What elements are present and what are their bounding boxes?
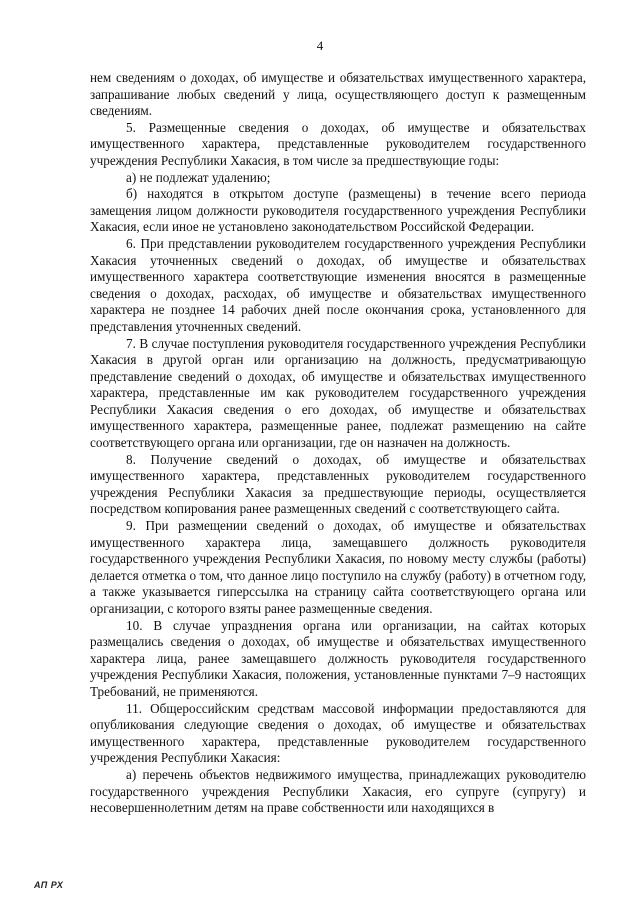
- paragraph-item-5a: а) не подлежат удалению;: [126, 169, 271, 185]
- paragraph-continuation: нем сведениям о доходах, об имуществе и обязательствах имущественного характера, запрашивание любых сведений у лица, осуществляющего доступ к размещенным сведениям.: [90, 70, 586, 119]
- paragraph-item-11: 11. Общероссийским средствам массовой информации предоставляются для опубликования следующие сведения о доходах, об имуществе и обязательствах имущественного характера, представленные руководителем государственного учреждения Республики Хакасия:: [90, 700, 586, 766]
- paragraph-item-11a: а) перечень объектов недвижимого имущества, принадлежащих руководителю государственного учреждения Республики Хакасия, его супруге (супругу) и несовершеннолетним детям на праве собственности или находящихся в: [90, 766, 586, 816]
- document-body: [90, 70, 586, 817]
- paragraph-item-10: 10. В случае упразднения органа или организации, на сайтах которых размещались сведения о доходах, об имуществе и обязательствах имущественного характера лица, ранее замещавшего должность руководителя государственного учреждения Республики Хакасия, положения, установленные пунктами 7–9 настоящих Требований, не применяются.: [90, 617, 586, 699]
- paragraph-item-9: 9. При размещении сведений о доходах, об имуществе и обязательствах имущественного характера лица, замещавшего должность руководителя государственного учреждения Республики Хакасия, по новому месту службы (работы) делается отметка о том, что данное лицо поступило на службу (работу) в отчетном году, а также указывается гиперссылка на страницу сайта соответствующего органа или организации, с которого взяты ранее размещенные сведения.: [90, 518, 586, 616]
- paragraph-item-7: 7. В случае поступления руководителя государственного учреждения Республики Хакасия в другой орган или организацию на должность, предусматривающую представление сведений о доходах, об имуществе и обязательствах имущественного характера, представленные им как руководителем государственного учреждения Республики Хакасия сведения о его доходах, об имуществе и обязательствах имущественного характера, размещенные ранее, подлежат размещению на сайте соответствующего органа или организации, где он назначен на должность.: [90, 335, 586, 451]
- paragraph-item-8: 8. Получение сведений о доходах, об имуществе и обязательствах имущественного характера, представленных руководителем государственного учреждения Республики Хакасия за предшествующие периоды, осуществляется посредством копирования ранее размещенных сведений с соответствующего сайта.: [90, 451, 586, 517]
- page-number: 4: [316, 38, 324, 53]
- footer-stamp: АП РХ: [34, 880, 64, 890]
- paragraph-item-6: 6. При представлении руководителем государственного учреждения Республики Хакасия уточненных сведений о доходах, об имуществе и обязательствах имущественного характера соответствующие изменения вносятся в размещенные сведения о доходах, расходах, об имуществе и обязательствах имущественного характера не позднее 14 рабочих дней после окончания срока, установленного для представления уточненных сведений.: [90, 235, 586, 334]
- paragraph-item-5b: б) находятся в открытом доступе (размещены) в течение всего периода замещения лицом должности руководителя государственного учреждения Республики Хакасия, если иное не установлено законодательством Российской Федерации.: [90, 186, 586, 235]
- paragraph-item-5: 5. Размещенные сведения о доходах, об имуществе и обязательствах имущественного характера, представленные руководителем государственного учреждения Республики Хакасия, в том числе за предшествующие годы:: [90, 119, 586, 168]
